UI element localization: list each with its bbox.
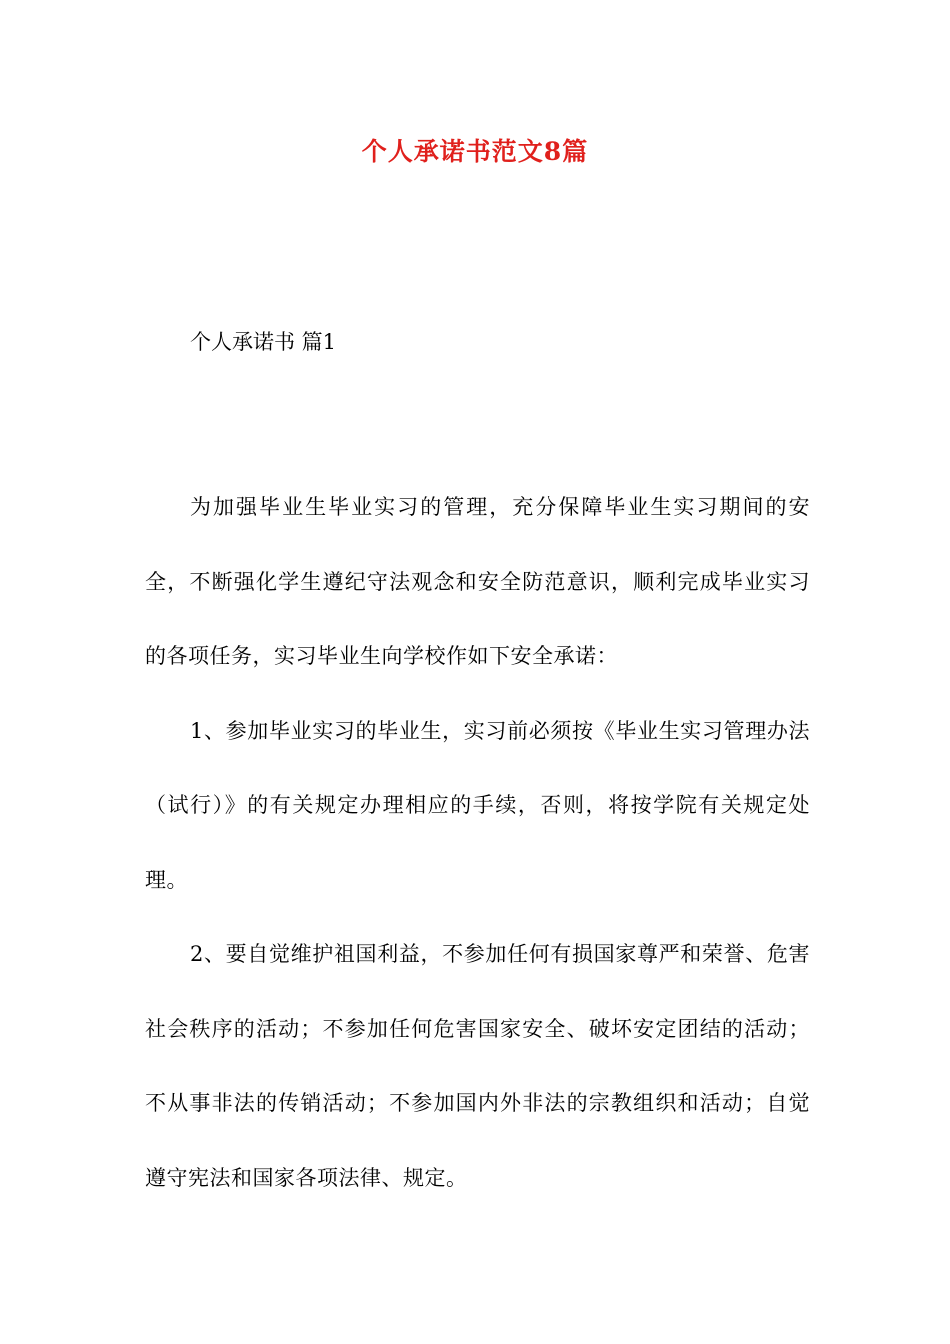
paragraph-item-2: 2、要自觉维护祖国利益，不参加任何有损国家尊严和荣誉、危害社会秩序的活动；不参加任何危害国家安全、破坏安定团结的活动；不从事非法的传销活动；不参加国内外非法的宗教组织和活动；自觉遵守宪法和国家各项法律、规定。 [145, 942, 810, 1190]
document-title: 个人承诺书范文8篇 [361, 137, 589, 166]
section-heading: 个人承诺书 篇1 [190, 330, 337, 354]
document-body [145, 470, 810, 1215]
paragraph-intro: 为加强毕业生毕业实习的管理，充分保障毕业生实习期间的安全，不断强化学生遵纪守法观念和安全防范意识，顺利完成毕业实习的各项任务，实习毕业生向学校作如下安全承诺： [145, 495, 810, 668]
paragraph-item-1: 1、参加毕业实习的毕业生，实习前必须按《毕业生实习管理办法（试行）》的有关规定办理相应的手续，否则，将按学院有关规定处理。 [145, 718, 810, 892]
